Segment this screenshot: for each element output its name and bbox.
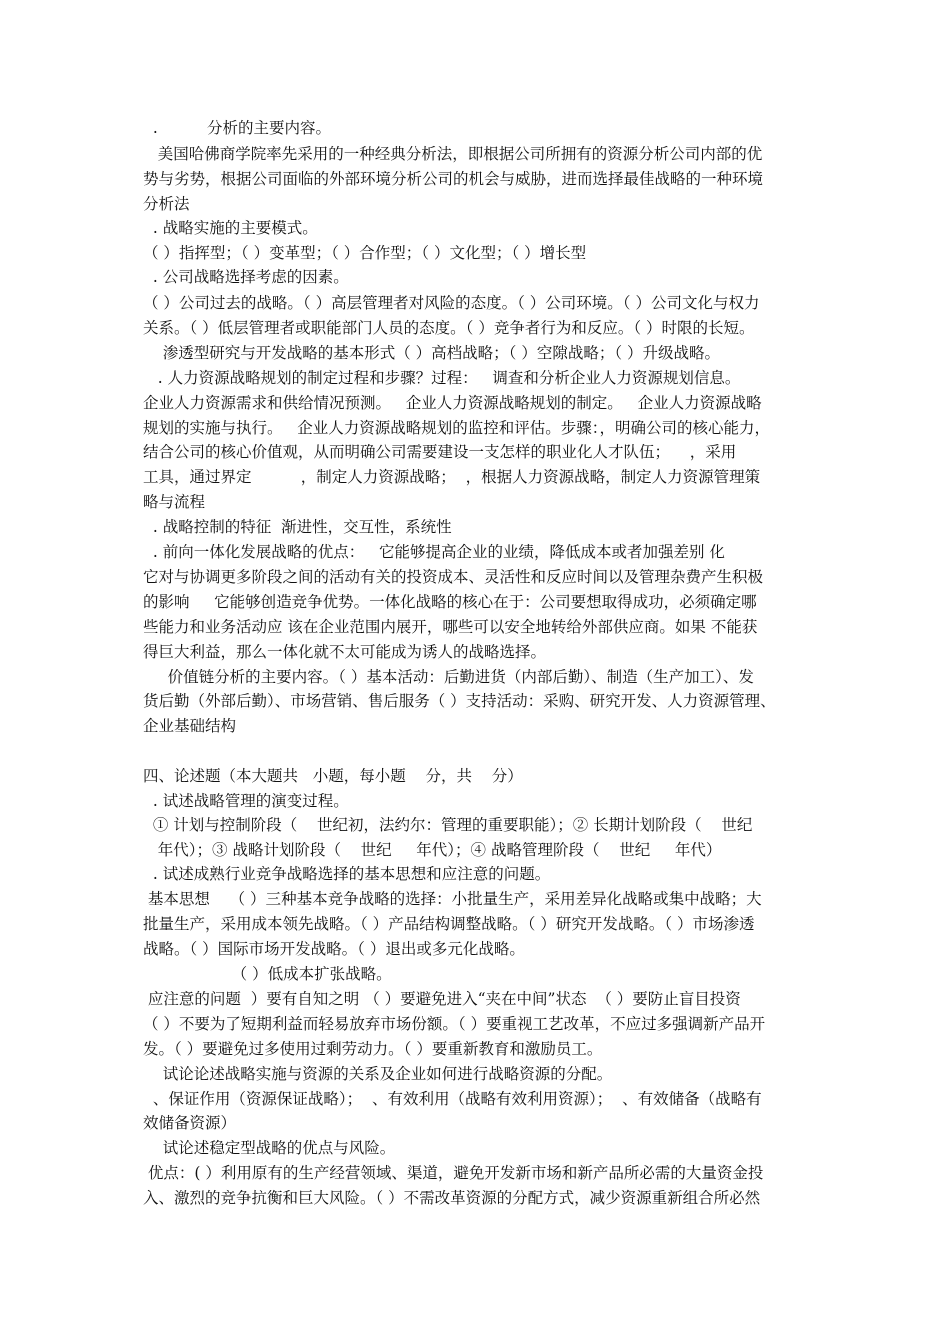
text-line: 优点：( ）利用原有的生产经营领域、渠道，避免开发新市场和新产品所必需的大量资金投	[143, 1164, 764, 1182]
text-line: 基本思想 （ ）三种基本竞争战略的选择：小批量生产，采用差异化战略或集中战略；大	[143, 890, 762, 908]
text-line: 分析法	[143, 195, 190, 213]
text-line: 规划的实施与执行。 企业人力资源战略规划的监控和评估。步骤：，明确公司的核心能力，	[143, 419, 771, 437]
text-line: （ ）不要为了短期利益而轻易放弃市场份额。（ ）要重视工艺改革，不应过多强调新产品开	[143, 1015, 766, 1033]
text-line: . 试述成熟行业竞争战略选择的基本思想和应注意的问题。	[143, 865, 551, 883]
text-line: 企业基础结构	[143, 717, 237, 735]
text-line: . 人力资源战略规划的制定过程和步骤？过程： 调查和分析企业人力资源规划信息。	[143, 369, 741, 387]
text-line: 试论论述战略实施与资源的关系及企业如何进行战略资源的分配。	[143, 1065, 613, 1083]
text-line: 它对与协调更多阶段之间的活动有关的投资成本、灵活性和反应时间以及管理杂费产生积极	[143, 568, 764, 586]
text-line: 战略。（ ）国际市场开发战略。（ ）退出或多元化战略。	[143, 940, 525, 958]
text-line: . 公司战略选择考虑的因素。	[143, 268, 349, 286]
text-line: 试论述稳定型战略的优点与风险。	[143, 1139, 396, 1157]
text-line: 得巨大利益，那么一体化就不太可能成为诱人的战略选择。	[143, 643, 547, 661]
text-line: 结合公司的核心价值观，从而明确公司需要建设一支怎样的职业化人才队伍； ，采用	[143, 443, 737, 461]
text-line: 势与劣势，根据公司面临的外部环境分析公司的机会与威胁，进而选择最佳战略的一种环境	[143, 170, 764, 188]
text-line: . 前向一体化发展战略的优点： 它能够提高企业的业绩，降低成本或者加强差别 化	[143, 543, 725, 561]
text-line: 美国哈佛商学院率先采用的一种经典分析法，即根据公司所拥有的资源分析公司内部的优	[143, 145, 763, 163]
text-line: 略与流程	[143, 493, 206, 511]
text-line: . 分析的主要内容。	[143, 119, 332, 137]
text-line: . 战略实施的主要模式。	[143, 219, 318, 237]
text-line: 货后勤（外部后勤）、市场营销、售后服务（ ）支持活动：采购、研究开发、人力资源管理、	[143, 692, 776, 710]
text-line: . 战略控制的特征 渐进性，交互性，系统性	[143, 518, 452, 536]
text-line: 入、激烈的竞争抗衡和巨大风险。（ ）不需改革资源的分配方式，减少资源重新组合所必然	[143, 1189, 761, 1207]
text-line: 年代）；③ 战略计划阶段（ 世纪 年代）；④ 战略管理阶段（ 世纪 年代）	[143, 841, 722, 859]
text-line: （ ）公司过去的战略。（ ）高层管理者对风险的态度。（ ）公司环境。（ ）公司文化与权力	[143, 294, 760, 312]
text-line: ① 计划与控制阶段（ 世纪初，法约尔：管理的重要职能）；② 长期计划阶段（ 世纪	[143, 816, 753, 834]
text-line: （ ）低成本扩张战略。	[143, 965, 392, 983]
text-line: 效储备资源）	[143, 1114, 237, 1132]
text-line: 渗透型研究与开发战略的基本形式（ ）高档战略；（ ）空隙战略；（ ）升级战略。	[143, 344, 720, 362]
text-line: 、保证作用（资源保证战略）； 、有效利用（战略有效利用资源）； 、有效储备（战略有	[143, 1090, 762, 1108]
text-line: 的影响 它能够创造竞争优势。一体化战略的核心在于：公司要想取得成功，必须确定哪	[143, 593, 757, 611]
text-line: 些能力和业务活动应 该在企业范围内展开，哪些可以安全地转给外部供应商。如果 不能获	[143, 618, 758, 636]
text-line: 企业人力资源需求和供给情况预测。 企业人力资源战略规划的制定。 企业人力资源战略	[143, 394, 762, 412]
text-line: 价值链分析的主要内容。（ ）基本活动：后勤进货（内部后勤）、制造（生产加工）、发	[143, 668, 754, 686]
text-line: （ ）指挥型；（ ）变革型；（ ）合作型；（ ）文化型；（ ）增长型	[143, 244, 587, 262]
text-line: 工具，通过界定 ，制定人力资源战略； ，根据人力资源战略，制定人力资源管理策	[143, 468, 761, 486]
section-heading: 四、论述题（本大题共 小题，每小题 分，共 分）	[143, 767, 523, 785]
text-line: 关系。（ ）低层管理者或职能部门人员的态度。（ ）竞争者行为和反应。（ ）时限的长短。	[143, 319, 755, 337]
text-line: 应注意的问题 ）要有自知之明 （ ）要避免进入“夹在中间”状态 （ ）要防止盲目投资	[143, 990, 741, 1008]
text-line: 发。（ ）要避免过多使用过剩劳动力。（ ）要重新教育和激励员工。	[143, 1040, 603, 1058]
text-line	[143, 738, 823, 764]
text-line: 批量生产，采用成本领先战略。（ ）产品结构调整战略。（ ）研究开发战略。（ ）市场渗透	[143, 915, 755, 933]
text-line: . 试述战略管理的演变过程。	[143, 792, 349, 810]
